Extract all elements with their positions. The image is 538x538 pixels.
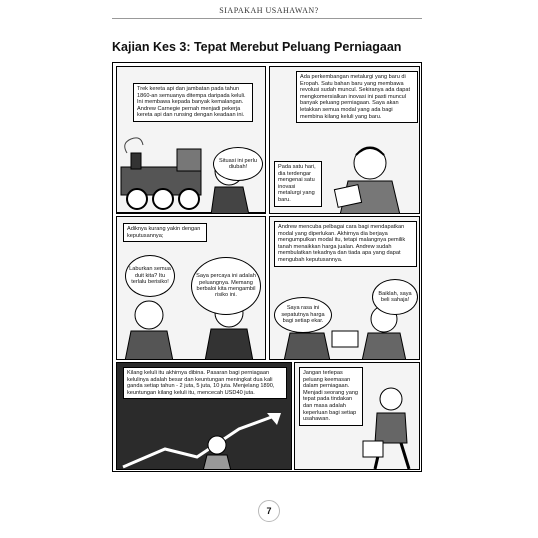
caption-p2: Ada perkembangan metalurgi yang baru di Eropah. Satu bahan baru yang membawa revolusi sudah muncul. Sekiranya ada dapat mengkomersialkan inovasi ini pasti muncul banyak peluang perniagaan. Saya akan letakkan semua modal yang ada bagi membina kilang keluli yang baru. xyxy=(296,71,418,123)
page-number: 7 xyxy=(258,500,280,522)
speech-bubble-p3-brother: Laburkan semua duit kita? Itu terlalu berisiko! xyxy=(125,255,175,297)
caption-p4: Andrew mencuba pelbagai cara bagi mendapatkan modal yang diperlukan. Akhirnya dia berjaya mengumpulkan modal itu, tetapi malangnya pemilik tanah menaikkan harga jualan. Andrew sudah membulatkan tekadnya dan tiada apa yang dapat mengubah keputusannya. xyxy=(274,221,417,267)
caption-p2-secondary: Pada satu hari, dia terdengar mengenai satu inovasi metalurgi yang baru. xyxy=(274,161,322,207)
panel-factory xyxy=(116,362,292,470)
growth-chart-illustration xyxy=(117,409,292,470)
caption-p3: Adiknya kurang yakin dengan keputusannya; xyxy=(123,223,207,242)
thinker-illustration xyxy=(361,383,420,470)
speech-bubble-p4-seller: Saya rasa ini sepatutnya harga bagi setiap ekar. xyxy=(274,297,332,333)
caption-p5: Kilang keluli itu akhirnya dibina. Pasaran bagi perniagaan kelulinya adalah besar dan keuntungan meningkat dua kali ganda setiap tahun - 2 juta, 5 juta, 10 juta. Menjelang 1890, keuntungan kilang keluli itu, mencecah USD40 juta. xyxy=(123,367,287,399)
comic-page xyxy=(112,62,422,472)
speech-bubble-p3-andrew: Saya percaya ini adalah peluangnya. Memang berbaloi kita mengambil risiko ini. xyxy=(191,257,261,315)
running-header: SIAPAKAH USAHAWAN? xyxy=(219,6,319,15)
speech-bubble-p1: Situasi ini perlu diubah! xyxy=(213,147,263,181)
panel-metallurgy xyxy=(269,66,420,214)
panel-moral xyxy=(294,362,420,470)
header-rule xyxy=(112,18,422,19)
page-title: Kajian Kes 3: Tepat Merebut Peluang Perniagaan xyxy=(112,40,402,54)
speech-bubble-p4-andrew: Baiklah, saya beli sahaja! xyxy=(372,279,418,315)
panel-train xyxy=(116,66,266,214)
caption-p1: Trek kereta api dan jambatan pada tahun 1860-an semuanya ditempa daripada keluli. Ini membawa kepada banyak kemalangan. Andrew Carnegie pernah menjadi pekerja kereta api dan runsing dengan keadaan ini. xyxy=(133,83,253,122)
man-reading-illustration xyxy=(330,137,420,214)
caption-p6: Jangan terlepas peluang keemasan dalam perniagaan. Menjadi seorang yang tepat pada tindakan dan masa adalah keperluan bagi setiap usahawan. xyxy=(299,367,363,426)
panel-brother xyxy=(116,216,266,360)
panel-land xyxy=(269,216,420,360)
